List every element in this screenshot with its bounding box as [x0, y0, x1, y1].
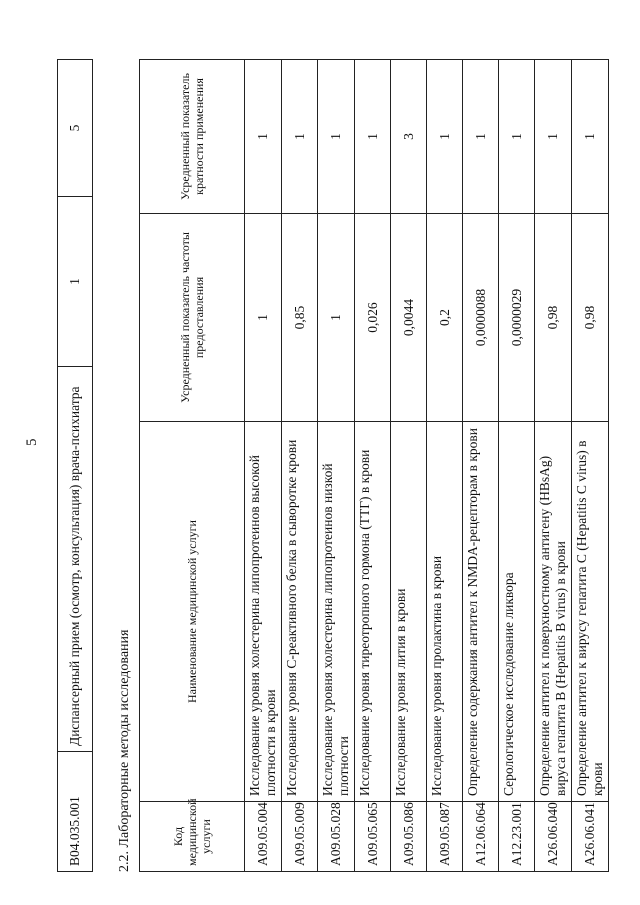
service-name: Определение антител к поверхностному антигену (HBsAg) вируса гепатита B (Hepatitis B virus) в крови	[535, 422, 572, 802]
service-code: A09.05.009	[282, 802, 318, 872]
service-code: A09.05.086	[391, 802, 427, 872]
table-row	[58, 60, 93, 872]
table-row	[427, 60, 463, 872]
table-row	[535, 60, 572, 872]
service-code: A26.06.041	[572, 802, 609, 872]
multiplicity-value: 1	[282, 60, 318, 214]
service-code: A09.05.087	[427, 802, 463, 872]
service-name: Исследование уровня пролактина в крови	[427, 422, 463, 802]
frequency-value: 1	[58, 197, 93, 367]
service-code: A12.06.064	[463, 802, 499, 872]
frequency-value: 0,2	[427, 214, 463, 422]
section-title: 2.2. Лабораторные методы исследования	[117, 629, 132, 872]
frequency-value: 1	[245, 214, 282, 422]
table-row	[318, 60, 355, 872]
multiplicity-value: 1	[318, 60, 355, 214]
multiplicity-value: 1	[245, 60, 282, 214]
service-name: Исследование уровня лития в крови	[391, 422, 427, 802]
header-multiplicity: Усредненный показатель кратности применения	[140, 60, 245, 214]
page-number: 5	[24, 438, 40, 446]
multiplicity-value: 1	[463, 60, 499, 214]
frequency-value: 0,85	[282, 214, 318, 422]
multiplicity-value: 1	[535, 60, 572, 214]
frequency-value: 0,98	[535, 214, 572, 422]
header-name: Наименование медицинской услуги	[140, 422, 245, 802]
service-code: B04.035.001	[58, 752, 93, 872]
service-name: Диспансерный прием (осмотр, консультация) врача-психиатра	[58, 367, 93, 752]
multiplicity-value: 5	[58, 60, 93, 197]
table-row	[245, 60, 282, 872]
service-name: Исследование уровня С-реактивного белка в сыворотке крови	[282, 422, 318, 802]
frequency-value: 0,026	[355, 214, 391, 422]
service-name: Определение содержания антител к NMDA-рецепторам в крови	[463, 422, 499, 802]
frequency-value: 0,98	[572, 214, 609, 422]
multiplicity-value: 1	[427, 60, 463, 214]
service-name: Определение антител к вирусу гепатита C (Hepatitis C virus) в крови	[572, 422, 609, 802]
header-frequency: Усредненный показатель частоты предоставления	[140, 214, 245, 422]
frequency-value: 1	[318, 214, 355, 422]
multiplicity-value: 3	[391, 60, 427, 214]
header-row	[140, 60, 245, 872]
table-row	[355, 60, 391, 872]
service-code: A26.06.040	[535, 802, 572, 872]
table-row	[572, 60, 609, 872]
multiplicity-value: 1	[572, 60, 609, 214]
service-code: A09.05.028	[318, 802, 355, 872]
service-code: A09.05.065	[355, 802, 391, 872]
rotated-page-content	[57, 30, 617, 872]
table-row	[499, 60, 535, 872]
multiplicity-value: 1	[355, 60, 391, 214]
table-row	[463, 60, 499, 872]
service-name: Серологическое исследование ликвора	[499, 422, 535, 802]
frequency-value: 0,0000029	[499, 214, 535, 422]
frequency-value: 0,0044	[391, 214, 427, 422]
table-row	[282, 60, 318, 872]
service-name: Исследование уровня тиреотропного гормона (ТТГ) в крови	[355, 422, 391, 802]
service-name: Исследование уровня холестерина липопротеинов высокой плотности в крови	[245, 422, 282, 802]
header-code: Код медицинской услуги	[140, 802, 245, 872]
lab-methods-table	[139, 59, 609, 872]
service-code: A09.05.004	[245, 802, 282, 872]
multiplicity-value: 1	[499, 60, 535, 214]
frequency-value: 0,0000088	[463, 214, 499, 422]
service-code: A12.23.001	[499, 802, 535, 872]
service-name: Исследование уровня холестерина липопротеинов низкой плотности	[318, 422, 355, 802]
top-row-table	[57, 59, 93, 872]
table-row	[391, 60, 427, 872]
